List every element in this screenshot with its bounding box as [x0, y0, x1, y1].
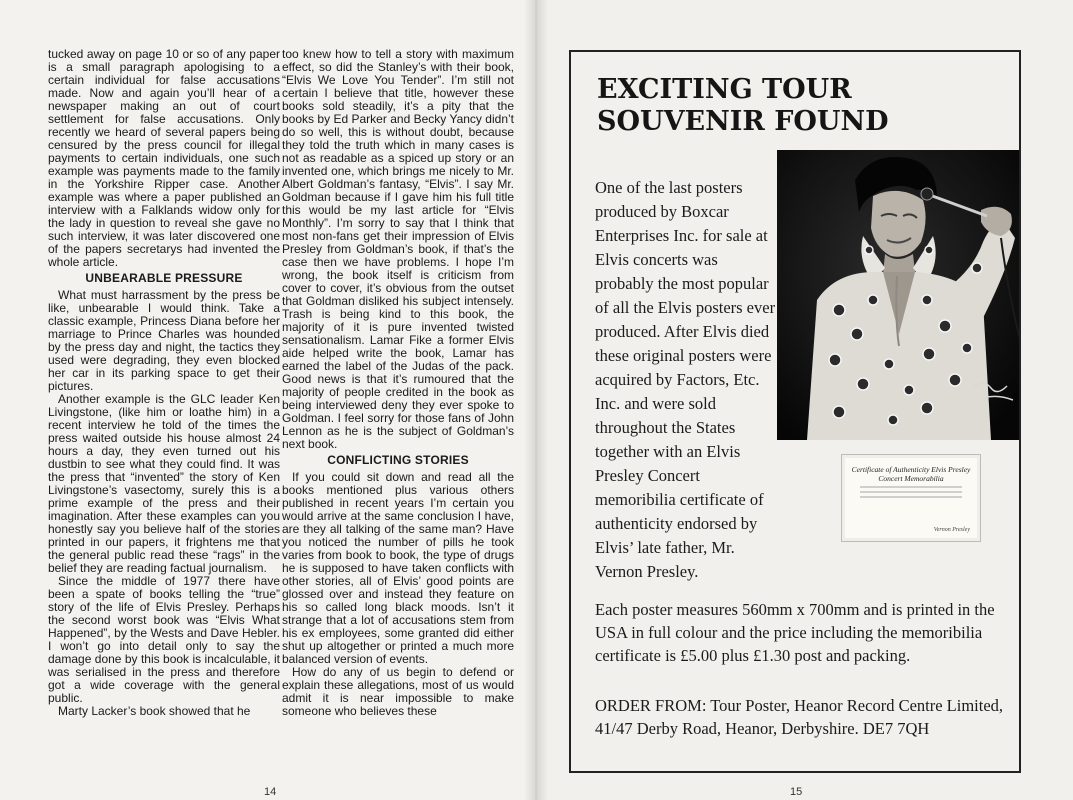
page-gutter	[524, 0, 548, 800]
article-paragraph: If you could sit down and read all the books mentioned plus various others published in recent years I’m certain you would arrive at the same conclusion I have, are they all talking of the same man? Have you noticed the number of pills he took varies from book to book, the type of drugs he is supposed to have taken conflicts with other stories, all of Elvis’ good points are glossed over and instead they feature on his so called long black moods. Isn’t it strange that a lot of accusations stem from his ex employees, some granted did either shut up altogether or printed a much more balanced version of events.	[282, 470, 514, 666]
article-paragraph: What must harrassment by the press be like, unbearable I would think. Take a classic example, Princess Diana before her marriage to Prince Charles was hounded by the press day and night, the tactics they used were degrading, they even blocked her car in its parking space to get their pictures.	[48, 288, 280, 393]
certificate-text-line	[860, 496, 962, 498]
certificate-of-authenticity	[841, 454, 981, 542]
certificate-title: Certificate of Authenticity Elvis Presley Concert Memorabilia	[851, 465, 971, 483]
article-paragraph: tucked away on page 10 or so of any paper is a small paragraph apologising to a certain individual for false accusations made. Now and again you’ll hear of a newspaper making an out of court settlement for false accusations. Only recently we heard of several papers being censured by the press council for illegal payments to certain individuals, one such example was payments made to the family in the Yorkshire Ripper case. Another example was where a paper published an interview with a Falklands widow only for the lady in question to reveal she gave no such interview, it was later discovered one of the papers secretarys had invented the whole article.	[48, 48, 280, 269]
elvis-concert-photo	[777, 150, 1021, 440]
article-column-1	[48, 48, 280, 764]
ad-price-details: Each poster measures 560mm x 700mm and is printed in the USA in full colour and the price including the memoribilia certificate is £5.00 plus £1.30 post and packing.	[595, 600, 995, 665]
article-paragraph: Marty Lacker’s book showed that he	[58, 704, 251, 718]
certificate-text-line	[860, 486, 962, 488]
article-paragraph: Since the middle of 1977 there have been a spate of books telling the “true” story of the life of Elvis Presley. Perhaps the second worst book was “Elvis What Happened”, by the Wests and Dave Hebler. I won’t go into detail only to say the damage done by this book is incalculable, it was serialised in the press and therefore got a wide coverage with the general public.	[48, 574, 280, 705]
page-number-right: 15	[790, 786, 803, 798]
article-paragraph: too knew how to tell a story with maximum effect, so did the Stanley’s with their book, “Elvis We Love You Tender”. I’m still not certain I believe that title, however these books sold steadily, it’s a pity that the books by Ed Parker and Becky Yancy didn’t do so well, this is without doubt, because they told the truth which in many cases is not as readable as a spiced up story or an invented one, which brings me nicely to Mr. Albert Goldman’s fantasy, “Elvis”. I say Mr. Goldman because if I gave him his full title this would be my last article for “Elvis Monthly”. I’m sorry to say that I think that most non-fans get their impression of Elvis Presley from Goldman’s book, if that’s the case then we have problems. I hope I’m wrong, the book itself is criticism from cover to cover, it’s obvious from the outset that Goldman disliked his subject intensely. Trash is being kind to this book, the majority of it is pure invented twisted sensationalism. Lamar Fike a former Elvis aide helped write the book, Lamar has earned the label of the Judas of the pack. Good news is that it’s rumoured that the majority of people credited in the book as being interviewed deny they ever spoke to Goldman. I feel sorry for those fans of John Lennon as he is the subject of Goldman’s next book.	[282, 48, 514, 451]
section-heading-conflicting-stories: CONFLICTING STORIES	[327, 453, 469, 467]
advertisement-box	[569, 50, 1021, 773]
ad-order-address: ORDER FROM: Tour Poster, Heanor Record Centre Limited, 41/47 Derby Road, Heanor, Derbyshire. DE7 7QH	[595, 696, 1004, 738]
section-heading-unbearable-pressure: UNBEARABLE PRESSURE	[85, 271, 243, 285]
article-column-2	[282, 48, 514, 784]
certificate-signature: Vernon Presley	[933, 527, 970, 533]
page-number-left: 14	[264, 786, 277, 798]
elvis-performer-illustration	[777, 150, 1021, 440]
article-paragraph: How do any of us begin to defend or explain these allegations, most of us would admit it is near impossible to make someone who believes these	[282, 665, 514, 718]
ad-description: One of the last posters produced by Boxcar Enterprises Inc. for sale at Elvis concerts was probably the most popular of all the Elvis posters ever produced. After Elvis died these original posters were acquired by Factors, Etc. Inc. and were sold throughout the States together with an Elvis Presley Concert memoribilia certificate of authenticity endorsed by Elvis’ late father, Mr. Vernon Presley.	[595, 178, 776, 581]
ad-headline: EXCITING TOUR SOUVENIR FOUND	[597, 74, 889, 137]
certificate-text-line	[860, 491, 962, 493]
article-paragraph: Another example is the GLC leader Ken Livingstone, (like him or loathe him) in a recent interview he told of the times the press waited outside his house almost 24 hours a day, they even turned out his dustbin to see what they could find. It was the press that “invented” the story of Ken Livingstone’s vasectomy, surely this is a prime example of the press and their imagination. After these examples can you honestly say you believe half of the stories printed in our papers, it frightens me that the general public read these “rags” in the belief they are reading factual journalism.	[48, 392, 280, 575]
